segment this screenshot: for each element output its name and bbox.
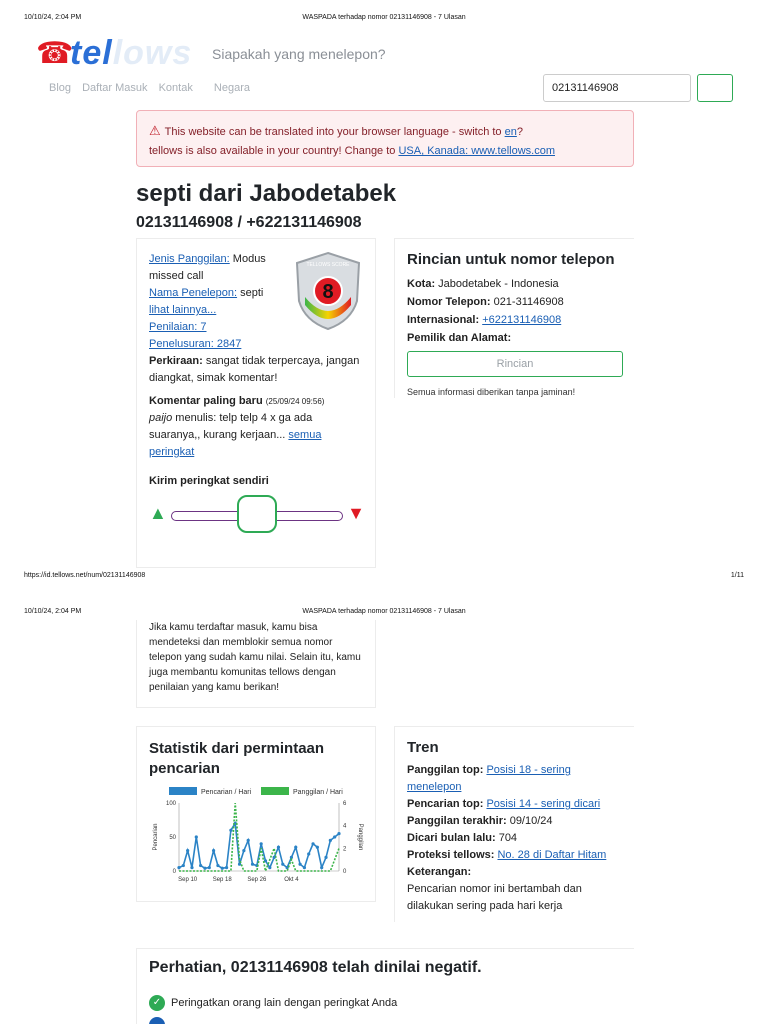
- point-search: [268, 866, 271, 869]
- y-left-tick-label: 0: [172, 869, 176, 875]
- login-info-card: [136, 620, 376, 708]
- trend-note: Pencarian nomor ini bertambah dan dilakukan sering pada hari kerja: [407, 883, 582, 912]
- point-search: [320, 866, 323, 869]
- nav-country[interactable]: Negara: [213, 82, 250, 94]
- svg-text:8: 8: [322, 281, 334, 303]
- point-search: [277, 846, 280, 849]
- point-search: [324, 856, 327, 859]
- searches-link[interactable]: Penelusuran: 2847: [149, 338, 242, 350]
- point-search: [303, 866, 306, 869]
- point-search: [225, 866, 228, 869]
- point-search: [260, 842, 263, 845]
- point-search: [216, 864, 219, 867]
- print-url: https://id.tellows.net/num/02131146908: [24, 572, 146, 579]
- rating-link[interactable]: Penilaian: 7: [149, 321, 207, 333]
- check-icon: ✓: [149, 995, 165, 1011]
- warning-item: ✓ Peringatkan orang lain dengan peringkat Anda: [149, 995, 622, 1011]
- nav-blog[interactable]: Blog: [49, 82, 72, 94]
- intl-number-link[interactable]: +622131146908: [482, 314, 562, 326]
- point-search: [298, 863, 301, 866]
- point-search: [212, 849, 215, 852]
- details-button[interactable]: Rincian: [407, 351, 623, 377]
- point-search: [307, 852, 310, 855]
- site-tagline: Siapakah yang menelepon?: [212, 46, 386, 62]
- point-search: [221, 867, 224, 870]
- site-header: [36, 34, 536, 74]
- point-search: [208, 866, 211, 869]
- comment-author: paijo: [149, 412, 173, 424]
- point-search: [294, 846, 297, 849]
- slider-handle[interactable]: [237, 495, 277, 533]
- legend-label-calls: Panggilan / Hari: [293, 789, 343, 796]
- details-heading: Rincian untuk nomor telepon: [407, 251, 615, 268]
- legend-swatch-calls: [261, 787, 289, 795]
- x-tick-label: Sep 10: [178, 877, 198, 883]
- y-right-tick-label: 6: [343, 801, 347, 807]
- number-search-input[interactable]: [543, 74, 691, 102]
- stats-heading: Statistik dari permintaan pencarian: [149, 740, 325, 777]
- thumbs-up-icon[interactable]: ▲: [149, 503, 167, 523]
- country-change-link[interactable]: USA, Kanada: www.tellows.com: [398, 145, 555, 157]
- legend-label-search: Pencarian / Hari: [201, 789, 252, 796]
- switch-en-link[interactable]: en: [504, 126, 517, 138]
- point-search: [186, 849, 189, 852]
- call-type-link[interactable]: Jenis Panggilan:: [149, 253, 230, 265]
- trend-card: Tren Panggilan top: Posisi 18 - sering menelepon Pencarian top: Posisi 14 - sering dicari Panggilan terakhir: 09/10/24 Dicari bulan lalu: 704 Proteksi tellows: No. 28 di Daftar Hitam Keterangan: Pencarian nomor ini bertambah dan dilakukan sering pada hari kerja: [394, 726, 634, 922]
- point-search: [199, 864, 202, 867]
- warning-title: Perhatian, 02131146908 telah dinilai negatif.: [149, 959, 482, 976]
- warning-item-cut: [149, 1017, 622, 1024]
- top-calls-link[interactable]: Posisi 18 - sering menelepon: [407, 764, 571, 793]
- point-search: [333, 835, 336, 838]
- point-search: [251, 863, 254, 866]
- legend-swatch-search: [169, 787, 197, 795]
- translation-alert: ⚠ This website can be translated into your browser language - switch to en? tellows is also available in your country! Change to USA, Kanada: www.tellows.com: [136, 110, 634, 167]
- y-left-tick-label: 100: [165, 801, 176, 807]
- y-right-tick-label: 2: [343, 846, 347, 853]
- point-search: [190, 866, 193, 869]
- details-card: Rincian untuk nomor telepon Kota: Jabodetabek - Indonesia Nomor Telepon: 021-31146908 Internasional: +622131146908 Pemilik dan Alamat: Rincian Semua informasi diberikan tanpa jaminan!: [394, 238, 634, 398]
- negative-warning-card: [136, 948, 634, 1024]
- point-search: [195, 835, 198, 838]
- search-stats-chart: [149, 785, 365, 891]
- y-left-tick-label: 50: [169, 835, 176, 841]
- tellows-score-badge-icon: [291, 249, 365, 333]
- point-search: [203, 867, 206, 870]
- point-search: [311, 842, 314, 845]
- point-search: [329, 839, 332, 842]
- caller-name-link[interactable]: Nama Penelepon:: [149, 287, 238, 299]
- print-page-no: 1/11: [730, 572, 744, 579]
- send-rating-label: Kirim peringkat sendiri: [149, 475, 269, 487]
- print-doc-title: WASPADA terhadap nomor 02131146908 - 7 Ulasan: [302, 14, 466, 21]
- point-search: [182, 864, 185, 867]
- info-icon: [149, 1017, 165, 1024]
- page-title: septi dari Jabodetabek: [136, 180, 397, 207]
- point-search: [281, 863, 284, 866]
- warning-icon: ⚠: [149, 123, 161, 138]
- stats-card: [136, 726, 376, 902]
- point-search: [337, 832, 340, 835]
- rating-slider[interactable]: [149, 495, 365, 535]
- svg-text:TELLOWS SCORE: TELLOWS SCORE: [306, 262, 350, 268]
- y-axis-label-right: Panggilan: [357, 823, 363, 851]
- point-search: [229, 829, 232, 832]
- y-right-tick-label: 0: [343, 869, 347, 875]
- point-search: [316, 846, 319, 849]
- x-tick-label: Sep 18: [212, 877, 232, 883]
- summary-card: Jenis Panggilan: Modus missed call Nama Penelepon: septi lihat lainnya... Penilaian: 7 Penelusuran: 2847 Perkiraan: sangat tidak terpercaya, jangan diangkat, simak komentar! Komentar paling baru (25/09/24 09:56) paijo menulis: telp telp 4 x ga ada suaranya,, kurang kerjaan... semua peringkat Kirim peringkat sendiri 8 TELLOWS SCORE ▲ ▼: [136, 238, 376, 568]
- point-search: [177, 866, 180, 869]
- thumbs-down-icon[interactable]: ▼: [347, 503, 365, 523]
- latest-comment-label: Komentar paling baru: [149, 395, 263, 407]
- more-names-link[interactable]: lihat lainnya...: [149, 304, 217, 316]
- login-info-text: Jika kamu terdaftar masuk, kamu bisa mendeteksi dan memblokir semua nomor telepon yang sudah kamu nilai. Selain itu, kamu juga membantu komunitas tellows dengan penilaian yang kamu berikan!: [149, 622, 361, 693]
- blacklist-link[interactable]: No. 28 di Daftar Hitam: [497, 849, 607, 861]
- y-axis-label-left: Pencarian: [153, 823, 159, 851]
- x-tick-label: Sep 26: [247, 877, 267, 883]
- point-search: [247, 839, 250, 842]
- phone-logo-icon: ☎: [36, 36, 74, 71]
- nav-contact[interactable]: Kontak: [158, 82, 193, 94]
- x-tick-label: Okt 4: [284, 877, 299, 883]
- all-ratings-link[interactable]: semua peringkat: [149, 429, 322, 458]
- page-subtitle: 02131146908 / +622131146908: [136, 214, 362, 231]
- trend-heading: Tren: [407, 739, 439, 756]
- point-search: [242, 849, 245, 852]
- main-nav: [49, 82, 258, 94]
- site-logo[interactable]: tellows: [70, 34, 193, 72]
- y-right-tick-label: 4: [343, 823, 347, 830]
- search-button[interactable]: [697, 74, 733, 102]
- series-line-calls: [179, 803, 339, 871]
- nav-login[interactable]: Daftar Masuk: [82, 82, 148, 94]
- disclaimer: Semua informasi diberikan tanpa jaminan!: [407, 387, 576, 397]
- print-datetime: 10/10/24, 2:04 PM: [24, 14, 82, 21]
- top-search-link[interactable]: Posisi 14 - sering dicari: [486, 798, 601, 810]
